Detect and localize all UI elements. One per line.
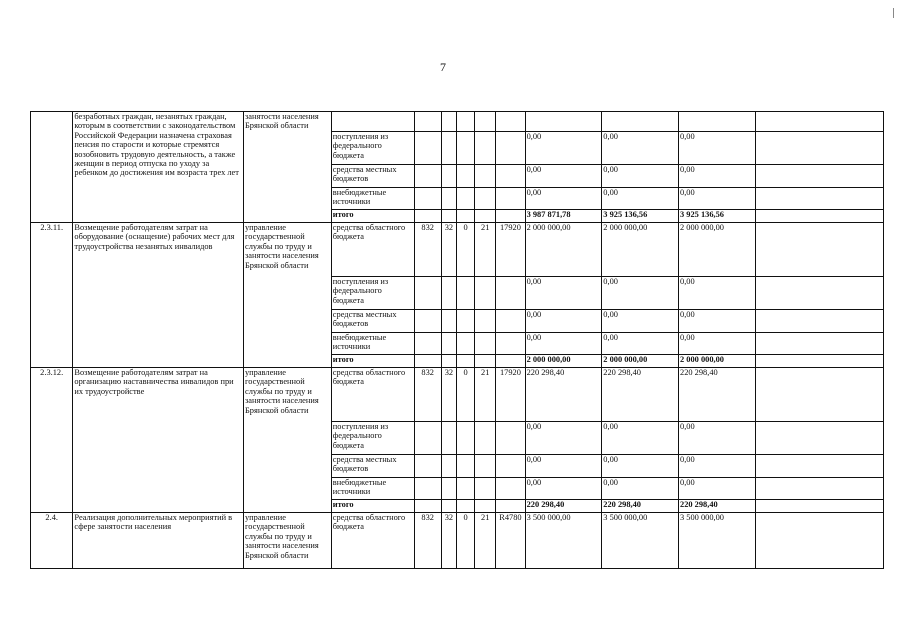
item-number-cell: [31, 112, 73, 223]
amount-2018: 0,00: [602, 165, 679, 188]
total-2017: 220 298,40: [525, 500, 602, 513]
amount-2017: 0,00: [525, 277, 602, 310]
amount-2019: 220 298,40: [679, 368, 756, 422]
code-program: 32: [441, 223, 456, 277]
funding-source: средства местных бюджетов: [331, 310, 414, 333]
event-name: Возмещение работодателям затрат на организацию наставничества инвалидов при их трудоустройстве: [73, 368, 244, 513]
funding-source: поступления из федерального бюджета: [331, 277, 414, 310]
total-2019: 220 298,40: [679, 500, 756, 513]
amount-2018: 0,00: [602, 333, 679, 355]
item-number: 2.3.11.: [31, 223, 73, 368]
amount-2018: 0,00: [602, 422, 679, 455]
table-row: [31, 368, 884, 422]
code-direction: 17920: [496, 223, 525, 277]
amount-2017: 0,00: [525, 422, 602, 455]
table-row: [31, 112, 884, 132]
amount-2018: 0,00: [602, 132, 679, 165]
amount-2018: 0,00: [602, 455, 679, 478]
program-table: [30, 111, 884, 569]
amount-2017: 0,00: [525, 478, 602, 500]
responsible-body: управление государственной службы по труду и занятости населения Брянской области: [243, 223, 331, 368]
amount-2017: 2 000 000,00: [525, 223, 602, 277]
code-ministry: 832: [414, 368, 441, 422]
amount-2019: 0,00: [679, 277, 756, 310]
amount-2019: 2 000 000,00: [679, 223, 756, 277]
funding-source: поступления из федерального бюджета: [331, 132, 414, 165]
code-subprogram: 0: [456, 223, 474, 277]
amount-2018: 0,00: [602, 188, 679, 210]
amount-2017: 0,00: [525, 333, 602, 355]
funding-source: внебюджетные источники: [331, 188, 414, 210]
responsible-body: управление государственной службы по труду и занятости населения Брянской области: [243, 513, 331, 569]
total-label: итого: [331, 500, 414, 513]
amount-2017: 0,00: [525, 455, 602, 478]
amount-2019: 0,00: [679, 310, 756, 333]
responsible-body: занятости населения Брянской области: [243, 112, 331, 223]
amount-2017: 0,00: [525, 310, 602, 333]
amount-2019: 0,00: [679, 455, 756, 478]
code-direction: 17920: [496, 368, 525, 422]
code-event: 21: [475, 368, 496, 422]
funding-source: поступления из федерального бюджета: [331, 422, 414, 455]
funding-source: внебюджетные источники: [331, 333, 414, 355]
amount-2017: 0,00: [525, 132, 602, 165]
code-ministry: 832: [414, 223, 441, 277]
funding-source: средства местных бюджетов: [331, 455, 414, 478]
amount-2019: 0,00: [679, 333, 756, 355]
code-subprogram: 0: [456, 513, 474, 569]
item-number: 2.3.12.: [31, 368, 73, 513]
code-program: 32: [441, 368, 456, 422]
amount-2019: 0,00: [679, 478, 756, 500]
responsible-body: управление государственной службы по труду и занятости населения Брянской области: [243, 368, 331, 513]
total-2017: 3 987 871,78: [525, 210, 602, 223]
code-direction: R4780: [496, 513, 525, 569]
amount-2019: 0,00: [679, 188, 756, 210]
total-2019: 2 000 000,00: [679, 355, 756, 368]
total-2019: 3 925 136,56: [679, 210, 756, 223]
code-program: 32: [441, 513, 456, 569]
funding-source: внебюджетные источники: [331, 478, 414, 500]
amount-2017: 220 298,40: [525, 368, 602, 422]
amount-2019: 0,00: [679, 165, 756, 188]
amount-2017: 3 500 000,00: [525, 513, 602, 569]
total-2018: 2 000 000,00: [602, 355, 679, 368]
funding-source: средства областного бюджета: [331, 223, 414, 277]
event-name: безработных граждан, незанятых граждан, которым в соответствии с законодательством Российской Федерации назначена страховая пенсия по старости и которые стремятся возобновить трудовую деятельность, а также женщин в период отпуска по уходу за ребенком до достижения им возраста трех лет: [73, 112, 244, 223]
total-2018: 3 925 136,56: [602, 210, 679, 223]
amount-2018: 2 000 000,00: [602, 223, 679, 277]
table-row: [31, 223, 884, 277]
total-label: итого: [331, 210, 414, 223]
amount-2018: 0,00: [602, 478, 679, 500]
amount-2017: 0,00: [525, 165, 602, 188]
total-2018: 220 298,40: [602, 500, 679, 513]
scan-mark: [893, 8, 894, 18]
table-row: [31, 513, 884, 569]
code-event: 21: [475, 513, 496, 569]
total-2017: 2 000 000,00: [525, 355, 602, 368]
funding-source: средства областного бюджета: [331, 513, 414, 569]
amount-2019: 0,00: [679, 422, 756, 455]
funding-source: средства областного бюджета: [331, 368, 414, 422]
amount-2019: 0,00: [679, 132, 756, 165]
item-number: 2.4.: [31, 513, 73, 569]
event-name: Возмещение работодателям затрат на оборудование (оснащение) рабочих мест для трудоустройства незанятых инвалидов: [73, 223, 244, 368]
event-name: Реализация дополнительных мероприятий в сфере занятости населения: [73, 513, 244, 569]
amount-2018: 0,00: [602, 310, 679, 333]
amount-2017: 0,00: [525, 188, 602, 210]
total-label: итого: [331, 355, 414, 368]
code-ministry: 832: [414, 513, 441, 569]
amount-2019: 3 500 000,00: [679, 513, 756, 569]
amount-2018: 220 298,40: [602, 368, 679, 422]
code-event: 21: [475, 223, 496, 277]
page-number: 7: [440, 60, 446, 74]
amount-2018: 3 500 000,00: [602, 513, 679, 569]
code-subprogram: 0: [456, 368, 474, 422]
funding-source: средства местных бюджетов: [331, 165, 414, 188]
amount-2018: 0,00: [602, 277, 679, 310]
